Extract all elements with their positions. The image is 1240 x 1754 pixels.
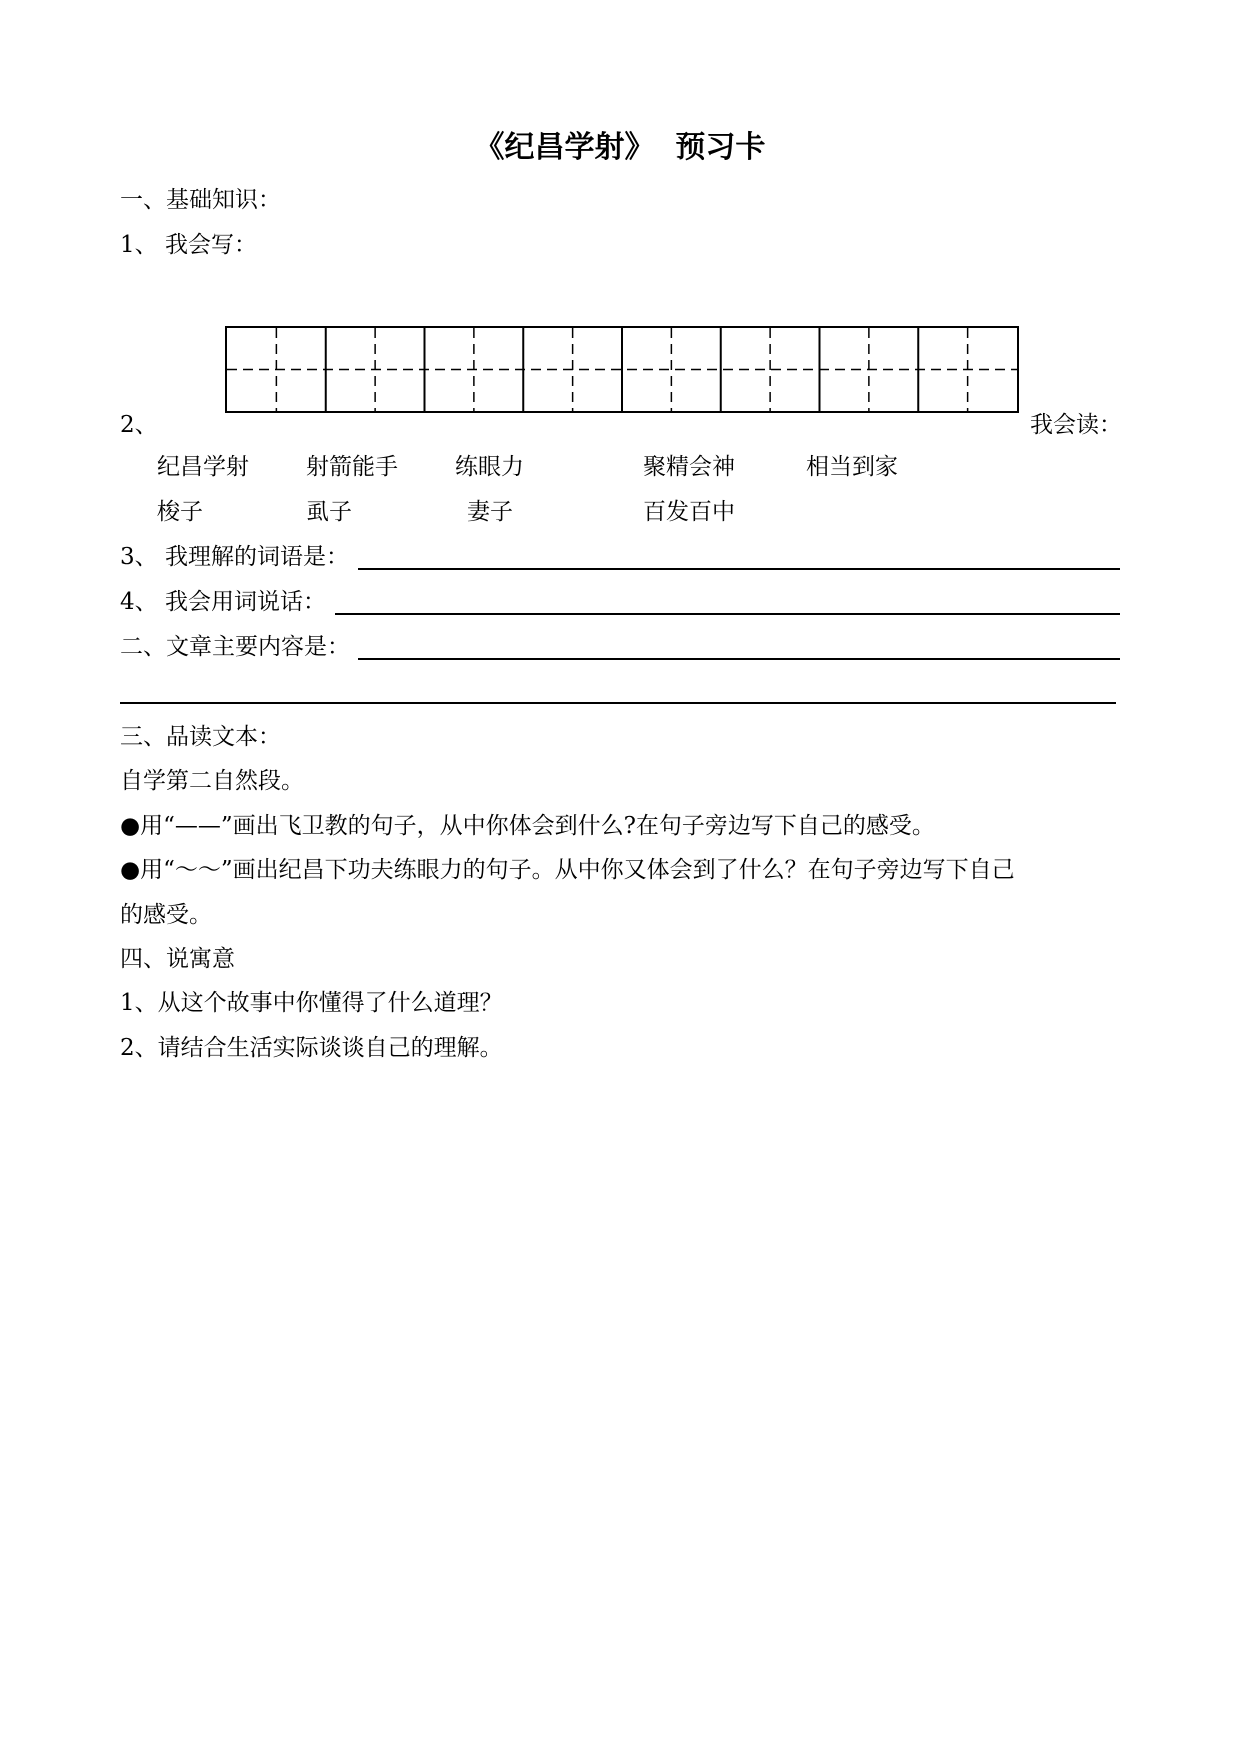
section-3-intro: 自学第二自然段。: [120, 768, 304, 794]
question-2: 2、请结合生活实际谈谈自己的理解。: [120, 1035, 503, 1061]
word-item: 练眼力: [455, 454, 524, 480]
word-item: 百发百中: [643, 499, 735, 525]
word-item: 梭子: [157, 499, 203, 525]
section-3-heading: 三、品读文本：: [120, 724, 281, 750]
answer-line-summary-1[interactable]: [358, 658, 1120, 660]
question-1: 1、从这个故事中你懂得了什么道理？: [120, 990, 503, 1016]
writing-grid-lines: [227, 328, 1017, 411]
character-writing-grid[interactable]: [225, 326, 1019, 413]
bullet-1: ●用“——”画出飞卫教的句子，从中你体会到什么?在句子旁边写下自己的感受。: [120, 813, 935, 839]
section-2-heading: 二、文章主要内容是：: [120, 634, 350, 660]
word-item: 虱子: [306, 499, 352, 525]
item-4-label: 4、 我会用词说话：: [120, 589, 326, 615]
word-item: 相当到家: [806, 454, 898, 480]
section-1-heading: 一、基础知识：: [120, 187, 281, 213]
item-3-label: 3、 我理解的词语是：: [120, 544, 349, 570]
answer-line-summary-2[interactable]: [120, 702, 1116, 704]
answer-line-3[interactable]: [358, 568, 1120, 570]
bullet-2-line-1: ●用“～～”画出纪昌下功夫练眼力的句子。从中你又体会到了什么？在句子旁边写下自己: [120, 857, 1015, 883]
word-item: 纪昌学射: [157, 454, 249, 480]
item-1-label: 1、 我会写：: [120, 232, 257, 258]
item-2-label: 我会读：: [1030, 412, 1122, 438]
section-4-heading: 四、说寓意: [120, 946, 235, 972]
page-title: 《纪昌学射》 预习卡: [474, 130, 766, 165]
bullet-2-line-2: 的感受。: [120, 902, 212, 928]
word-item: 射箭能手: [306, 454, 398, 480]
word-item: 妻子: [467, 499, 513, 525]
item-2-number: 2、: [120, 412, 158, 438]
answer-line-4[interactable]: [335, 613, 1120, 615]
word-item: 聚精会神: [643, 454, 735, 480]
